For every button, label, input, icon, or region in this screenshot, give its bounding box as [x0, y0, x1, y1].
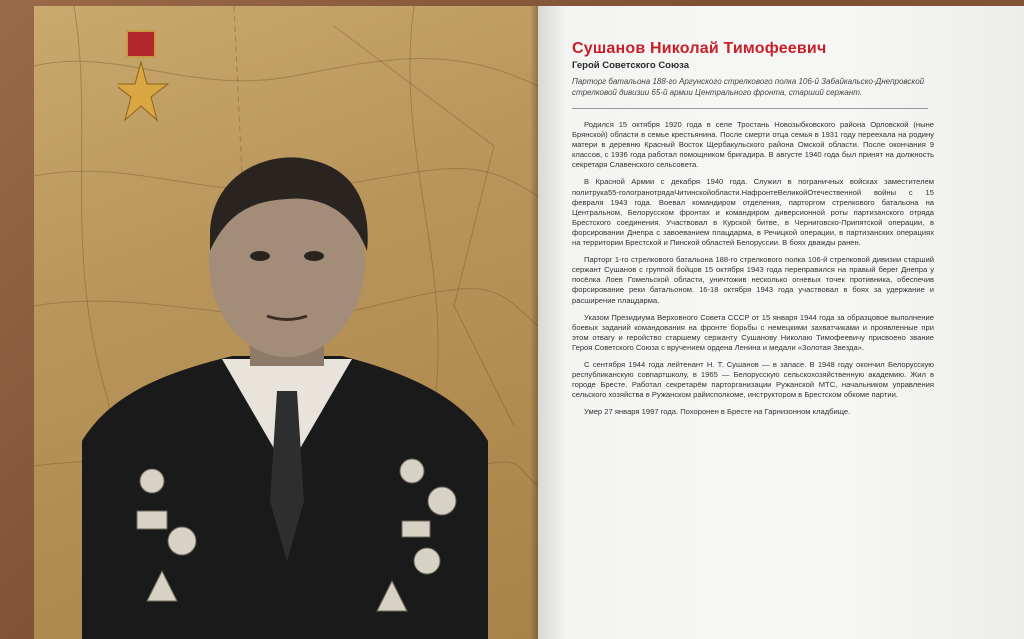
biography-text	[572, 120, 934, 424]
bio-paragraph-birth: Родился 15 октября 1920 года в селе Тростань Новозыбковского района Орловской (ныне Брянской) области в семье крестьянина. После смерти отца семья в 1931 году переехала на родину матери в деревню Красный Восток Щербакульского района Омской области. После окончания 9 классов, с 1936 года работал помощником бригадира. В августе 1940 года был принят на должность секретаря Славенского сельсовета.	[572, 120, 934, 170]
hero-title: Герой Советского Союза	[572, 60, 689, 71]
star-icon	[118, 60, 170, 132]
gold-star-medal	[118, 30, 170, 130]
bio-paragraph-dnieper: Парторг 1-го стрелкового батальона 188-го стрелкового полка 106-й стрелковой дивизии старший сержант Сушанов с группой бойцов 15 октября 1943 года переправился на правый берег Днепра у посёлка Лоев Гомельской области, уничтожив несколько огневых точек противника, обеспечив форсирование реки батальоном. 16-18 октября 1943 года участвовал в боях за удержание и расширение плацдарма.	[572, 255, 934, 305]
bio-paragraph-death: Умер 27 января 1997 года. Похоронен в Бресте на Гарнизонном кладбище.	[584, 407, 851, 417]
hero-name-heading: Сушанов Николай Тимофеевич	[572, 40, 827, 57]
bio-paragraph-postwar: С сентября 1944 года лейтенант Н. Т. Сушанов — в запасе. В 1948 году окончил Белорусскую республиканскую совпартшколу, в 1965 — Белорусскую сельскохозяйственную академию. Жил в городе Бресте. Работал секретарём парторганизации Ружанской МТС, начальником управления сельского хозяйства в Ружанском райисполкоме, инструктором в Брестском обкоме партии.	[572, 359, 934, 400]
bio-paragraph-award: Указом Президиума Верховного Совета СССР от 15 января 1944 года за образцовое выполнение боевых заданий командования на фронте борьбы с немецкими захватчиками и проявленные при этом отвагу и геройство старшему сержанту Сушанову Николаю Тимофеевичу присвоено звание Героя Советского Союза с вручением ордена Ленина и медали «Золотая Звезда».	[572, 312, 934, 352]
divider-line	[572, 108, 928, 109]
left-page-map	[34, 6, 538, 639]
hero-role-description: Парторг батальона 188-го Аргунского стрелкового полка 106-й Забайкальско-Днепровской стрелковой дивизии 65-й армии Центрального фронта, старший сержант.	[572, 77, 925, 97]
bio-paragraph-army: В Красной Армии с декабря 1940 года. Служил в пограничных войсках заместителем политрука55-гологранотрядаЧитинскойобласти.НафронтеВеликойОтечественной войны с 15 февраля 1943 года. Воевал командиром отделения, парторгом стрелкового батальона на Центральном, Белорусском фронтах и командиром диверсионной роты партизанского отряда Брестского соединения. Участвовал в Курской битве, в Черниговско-Припятской операции, в форсировании Днепра с завоеванием плацдарма, в Речицкой операции, в партизанских операциях на территории Брестской и Пинской областей Белоруссии. В боях дважды ранен.	[572, 177, 934, 248]
portrait-photo	[82, 141, 488, 639]
medal-ribbon	[126, 30, 156, 58]
